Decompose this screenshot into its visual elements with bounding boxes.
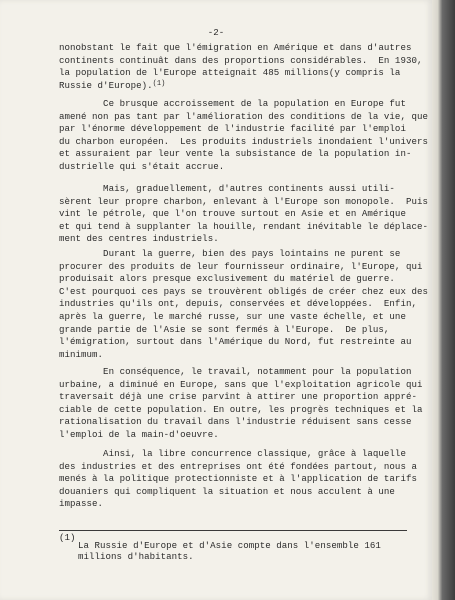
footnote-reference: (1) bbox=[152, 79, 166, 88]
line-text: C'est pourquoi ces pays se trouvèrent obligés de créer chez eux des bbox=[59, 285, 428, 297]
paragraph-6-line bbox=[59, 486, 395, 499]
line-text: douaniers qui compliquent la situation et nous acculent à une bbox=[59, 485, 395, 497]
line-text: Mais, graduellement, d'autres continents aussi utili- bbox=[59, 183, 395, 194]
paragraph-2-line bbox=[59, 123, 406, 136]
paragraph-2-line bbox=[59, 161, 224, 174]
paragraph-1-line bbox=[59, 42, 411, 55]
paragraph-5-line bbox=[59, 429, 219, 442]
paragraph-4-line bbox=[59, 298, 417, 311]
paragraph-5-line bbox=[59, 404, 422, 417]
footnote-line: La Russie d'Europe et d'Asie compte dans l'ensemble 161 bbox=[78, 540, 381, 551]
page-edge-shadow bbox=[432, 0, 455, 600]
line-text: Ainsi, la libre concurrence classique, grâce à laquelle bbox=[59, 448, 406, 459]
paragraph-6-line bbox=[59, 461, 417, 474]
paragraph-1-line bbox=[59, 55, 422, 68]
paragraph-4-line bbox=[59, 261, 422, 274]
paragraph-5-line bbox=[59, 366, 411, 379]
paragraph-3-line bbox=[59, 196, 428, 209]
paragraph-4-line bbox=[59, 248, 400, 261]
line-text: minimum. bbox=[59, 348, 104, 360]
line-text: urbaine, a diminué en Europe, sans que l'exploitation agricole qui bbox=[59, 378, 423, 390]
line-text: ciable de cette population. En outre, les progrès techniques et la bbox=[59, 403, 423, 415]
line-text: et assuraient par leur vente la subsistance de la population in- bbox=[59, 148, 412, 160]
paragraph-3-line bbox=[59, 221, 428, 234]
line-text: grande partie de l'Asie se sont fermés à l'Europe. De plus, bbox=[59, 323, 390, 335]
paragraph-1-line bbox=[59, 67, 400, 80]
paragraph-2-line bbox=[59, 111, 428, 124]
paragraph-4-line bbox=[59, 286, 428, 299]
line-text: du charbon européen. Les produits industriels inondaient l'univers bbox=[59, 135, 428, 147]
footnote-line: millions d'habitants. bbox=[78, 551, 194, 562]
paragraph-5-line bbox=[59, 379, 422, 392]
page-number: -2- bbox=[207, 27, 225, 38]
paragraph-6-line bbox=[59, 448, 406, 461]
line-text: En conséquence, le travail, notamment pour la population bbox=[59, 366, 412, 377]
line-text: après la guerre, le marché russe, sur une vaste échelle, et une bbox=[59, 311, 406, 322]
line-text: dustrielle qui s'était accrue. bbox=[59, 161, 225, 172]
paragraph-4-line bbox=[59, 349, 103, 362]
line-text: l'emploi de la main-d'oeuvre. bbox=[59, 429, 219, 440]
paragraph-4-line bbox=[59, 273, 395, 286]
paragraph-4-line bbox=[59, 324, 389, 337]
line-text: la population de l'Europe atteignait 485 millions(y compris la bbox=[59, 67, 401, 79]
footnote-rule bbox=[59, 530, 407, 531]
line-text: industries qu'ils ont, depuis, conservées et développées. Enfin, bbox=[59, 298, 417, 310]
line-text: ment des centres industriels. bbox=[59, 233, 219, 245]
line-text: l'émigration, surtout dans l'Amérique du Nord, fut restreinte au bbox=[59, 336, 412, 348]
line-text: Ce brusque accroissement de la population en Europe fut bbox=[59, 98, 406, 109]
line-text: par l'énorme développement de l'industrie facilité par l'emploi bbox=[59, 123, 406, 135]
paragraph-2-line bbox=[59, 98, 406, 111]
line-text: vint le pétrole, que l'on trouve surtout en Asie et en Amérique bbox=[59, 208, 406, 220]
paragraph-4-line bbox=[59, 311, 406, 324]
line-text: nonobstant le fait que l'émigration en Amérique et dans d'autres bbox=[59, 42, 412, 53]
line-text: Russie d'Europe). bbox=[59, 79, 153, 91]
line-text: des industries et des entreprises ont été fondées partout, nous a bbox=[59, 460, 417, 472]
line-text: procurer des produits de leur fournisseur ordinaire, l'Europe, qui bbox=[59, 260, 423, 272]
line-text: impasse. bbox=[59, 498, 104, 510]
line-text: produisait alors presque exclusivement du matériel de guerre. bbox=[59, 273, 395, 285]
paragraph-6-line bbox=[59, 473, 417, 486]
paragraph-3-line bbox=[59, 183, 395, 196]
paragraph-5-line bbox=[59, 416, 411, 429]
line-text: sèrent leur propre charbon, enlevant à l'Europe son monopole. Puis bbox=[59, 195, 428, 207]
paragraph-5-line bbox=[59, 391, 417, 404]
line-text: et qui tend à supplanter la houille, rendant inévitable le déplace- bbox=[59, 220, 428, 232]
paragraph-4-line bbox=[59, 336, 411, 349]
line-text: menés à la politique protectionniste et à l'application de tarifs bbox=[59, 473, 417, 485]
footnote-marker: (1) bbox=[59, 532, 76, 543]
paragraph-3-line bbox=[59, 233, 219, 246]
paragraph-6-line bbox=[59, 498, 103, 511]
paragraph-2-line bbox=[59, 148, 411, 161]
line-text: Durant la guerre, bien des pays lointains ne purent se bbox=[59, 248, 401, 259]
line-text: rationalisation du travail dans l'industrie réduisent sans cesse bbox=[59, 416, 412, 428]
paragraph-2-line bbox=[59, 136, 428, 149]
paragraph-3-line bbox=[59, 208, 406, 221]
line-text: continents continuât dans des proportions considérables. En 1930, bbox=[59, 54, 423, 66]
line-text: amené non pas tant par l'amélioration des conditions de la vie, que bbox=[59, 110, 428, 122]
line-text: traversait déjà une crise parvînt à attirer une proportion appré- bbox=[59, 391, 417, 403]
paragraph-1-line bbox=[59, 80, 165, 94]
